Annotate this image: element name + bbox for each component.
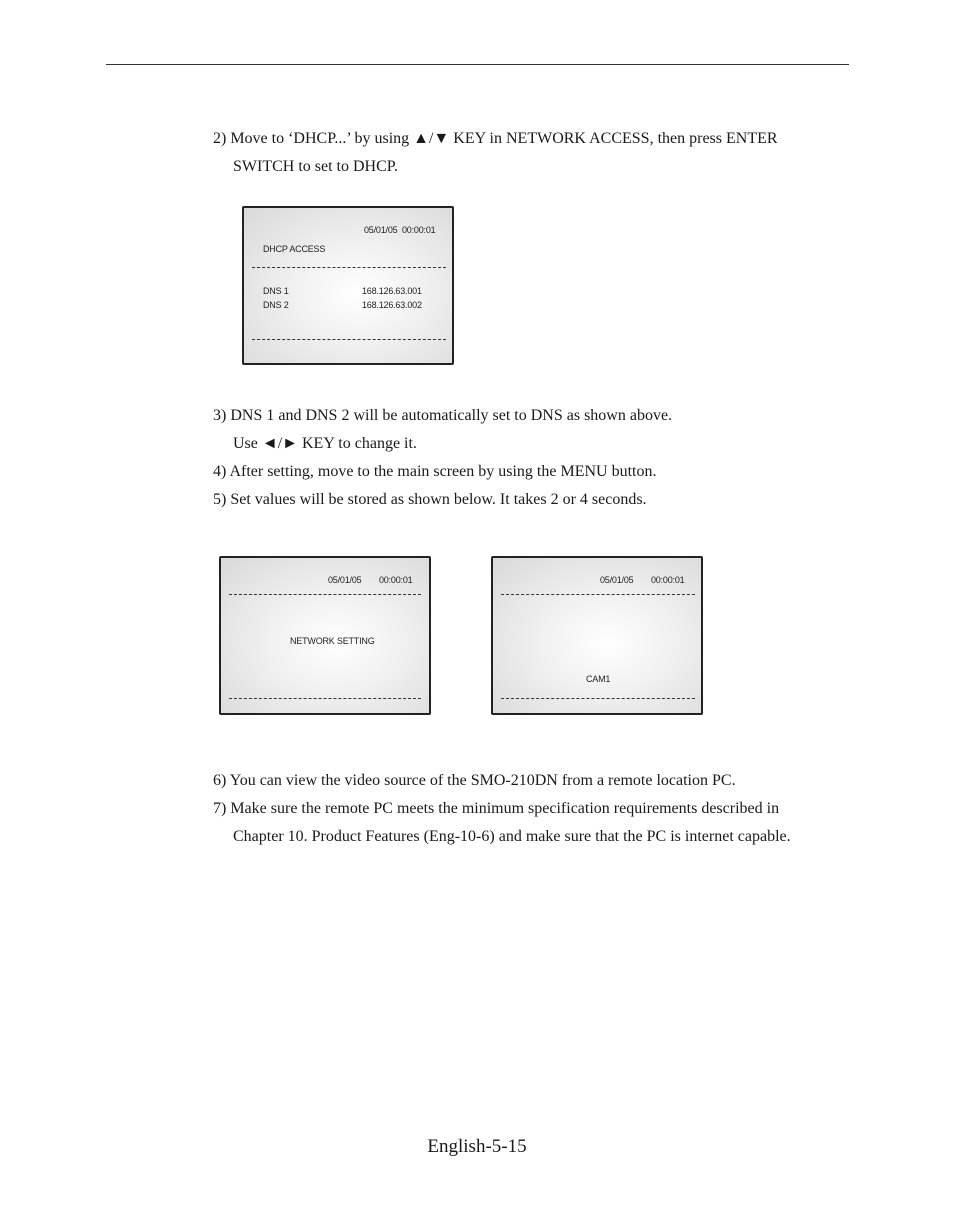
camera-label: CAM1: [586, 674, 611, 684]
screen-divider: [252, 339, 446, 340]
step-2: [213, 125, 778, 181]
screen-divider: [229, 698, 421, 699]
dns1-label: DNS 1: [263, 286, 289, 296]
dns2-label: DNS 2: [263, 300, 289, 310]
page-number: English-5-15: [427, 1136, 527, 1157]
screen-divider: [501, 594, 695, 595]
screen-divider: [501, 698, 695, 699]
step-7-line-1: 7) Make sure the remote PC meets the minimum specification requirements described in: [213, 800, 780, 817]
step-7: [213, 795, 791, 851]
step-7-line-2: Chapter 10. Product Features (Eng-10-6) and make sure that the PC is internet capable.: [233, 828, 791, 845]
screen-title: DHCP ACCESS: [263, 244, 326, 254]
screen-date: 05/01/05: [328, 575, 362, 585]
dns2-value: 168.126.63.002: [362, 300, 422, 310]
network-setting-message: NETWORK SETTING: [290, 636, 375, 646]
screen-date: 05/01/05: [364, 225, 398, 235]
screen-divider: [229, 594, 421, 595]
step-3-line-2: Use ◄/► KEY to change it.: [233, 435, 417, 452]
camera-screen: [491, 556, 703, 715]
dhcp-access-screen: [242, 206, 454, 365]
screen-time: 00:00:01: [379, 575, 413, 585]
network-setting-screen: [219, 556, 431, 715]
screen-time: 00:00:01: [651, 575, 685, 585]
screen-date: 05/01/05: [600, 575, 634, 585]
step-2-line-2: SWITCH to set to DHCP.: [233, 158, 398, 175]
screen-time: 00:00:01: [402, 225, 436, 235]
step-3-line-1: 3) DNS 1 and DNS 2 will be automatically set to DNS as shown above.: [213, 407, 673, 424]
dns1-value: 168.126.63.001: [362, 286, 422, 296]
step-2-line-1: 2) Move to ‘DHCP...’ by using ▲/▼ KEY in NETWORK ACCESS, then press ENTER: [213, 130, 778, 147]
step-4: 4) After setting, move to the main screen by using the MENU button.: [213, 463, 657, 480]
step-3: [213, 402, 672, 458]
header-rule: [106, 64, 849, 65]
screen-divider: [252, 267, 446, 268]
step-5: 5) Set values will be stored as shown below. It takes 2 or 4 seconds.: [213, 491, 647, 508]
step-6: 6) You can view the video source of the SMO-210DN from a remote location PC.: [213, 772, 736, 789]
